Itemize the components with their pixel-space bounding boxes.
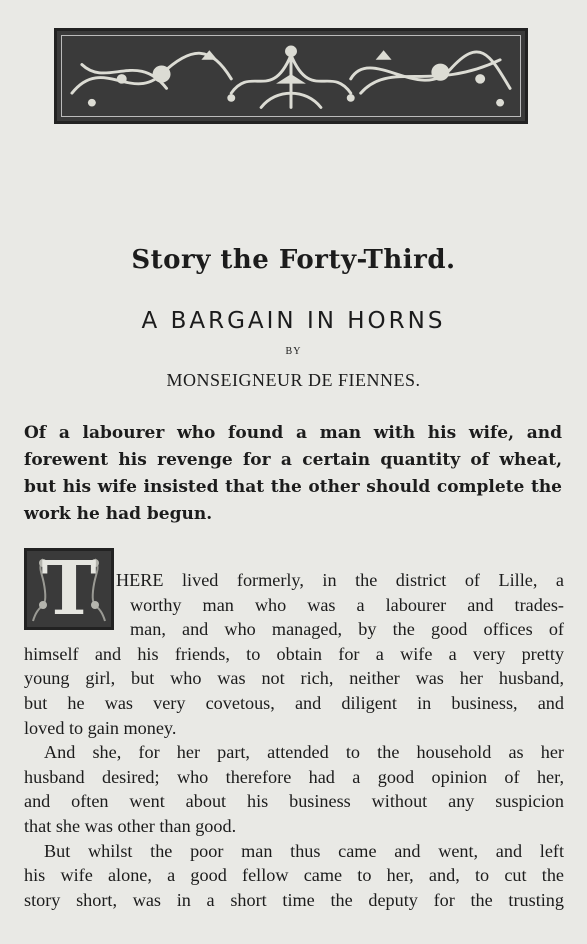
text-line: and often went about his business without any suspicion — [24, 791, 564, 812]
text-line: But whilst the poor man thus came and went, and left — [44, 840, 564, 861]
drop-cap-letter: T — [41, 548, 97, 630]
text-line: man, and who managed, by the good offices of — [130, 619, 564, 640]
text-line: husband desired; who therefore had a good opinion of her, — [24, 766, 564, 787]
floral-ornament-icon — [62, 36, 520, 116]
text-line: young girl, but who was not rich, neither was her husband, — [24, 668, 564, 689]
text-line: his wife alone, a good fellow came to her, and, to cut the — [24, 865, 564, 886]
chapter-title: A BARGAIN IN HORNS — [141, 308, 446, 334]
story-body — [24, 568, 564, 912]
text-line: HERE lived formerly, in the district of Lille, a — [116, 570, 564, 590]
text-line: that she was other than good. — [24, 815, 237, 836]
by-label: BY — [285, 346, 302, 357]
story-heading: Story the Forty-Third. — [131, 245, 456, 275]
text-line: himself and his friends, to obtain for a wife a very pretty — [24, 643, 564, 664]
decorative-header-band — [54, 28, 528, 124]
chapter-summary: Of a labourer who found a man with his wife, and forewent his revenge for a certain quantity of wheat, but his wife insisted that the other should complete the work he had begun. — [24, 423, 562, 524]
text-line: story short, was in a short time the deputy for the trusting — [24, 889, 564, 910]
text-line: loved to gain money. — [24, 717, 177, 738]
text-line: worthy man who was a labourer and trades- — [130, 594, 564, 615]
text-line: but he was very covetous, and diligent in business, and — [24, 692, 564, 713]
ornament-frame — [61, 35, 521, 117]
text-line: And she, for her part, attended to the household as her — [44, 742, 564, 763]
author-name: MONSEIGNEUR DE FIENNES. — [166, 370, 421, 390]
